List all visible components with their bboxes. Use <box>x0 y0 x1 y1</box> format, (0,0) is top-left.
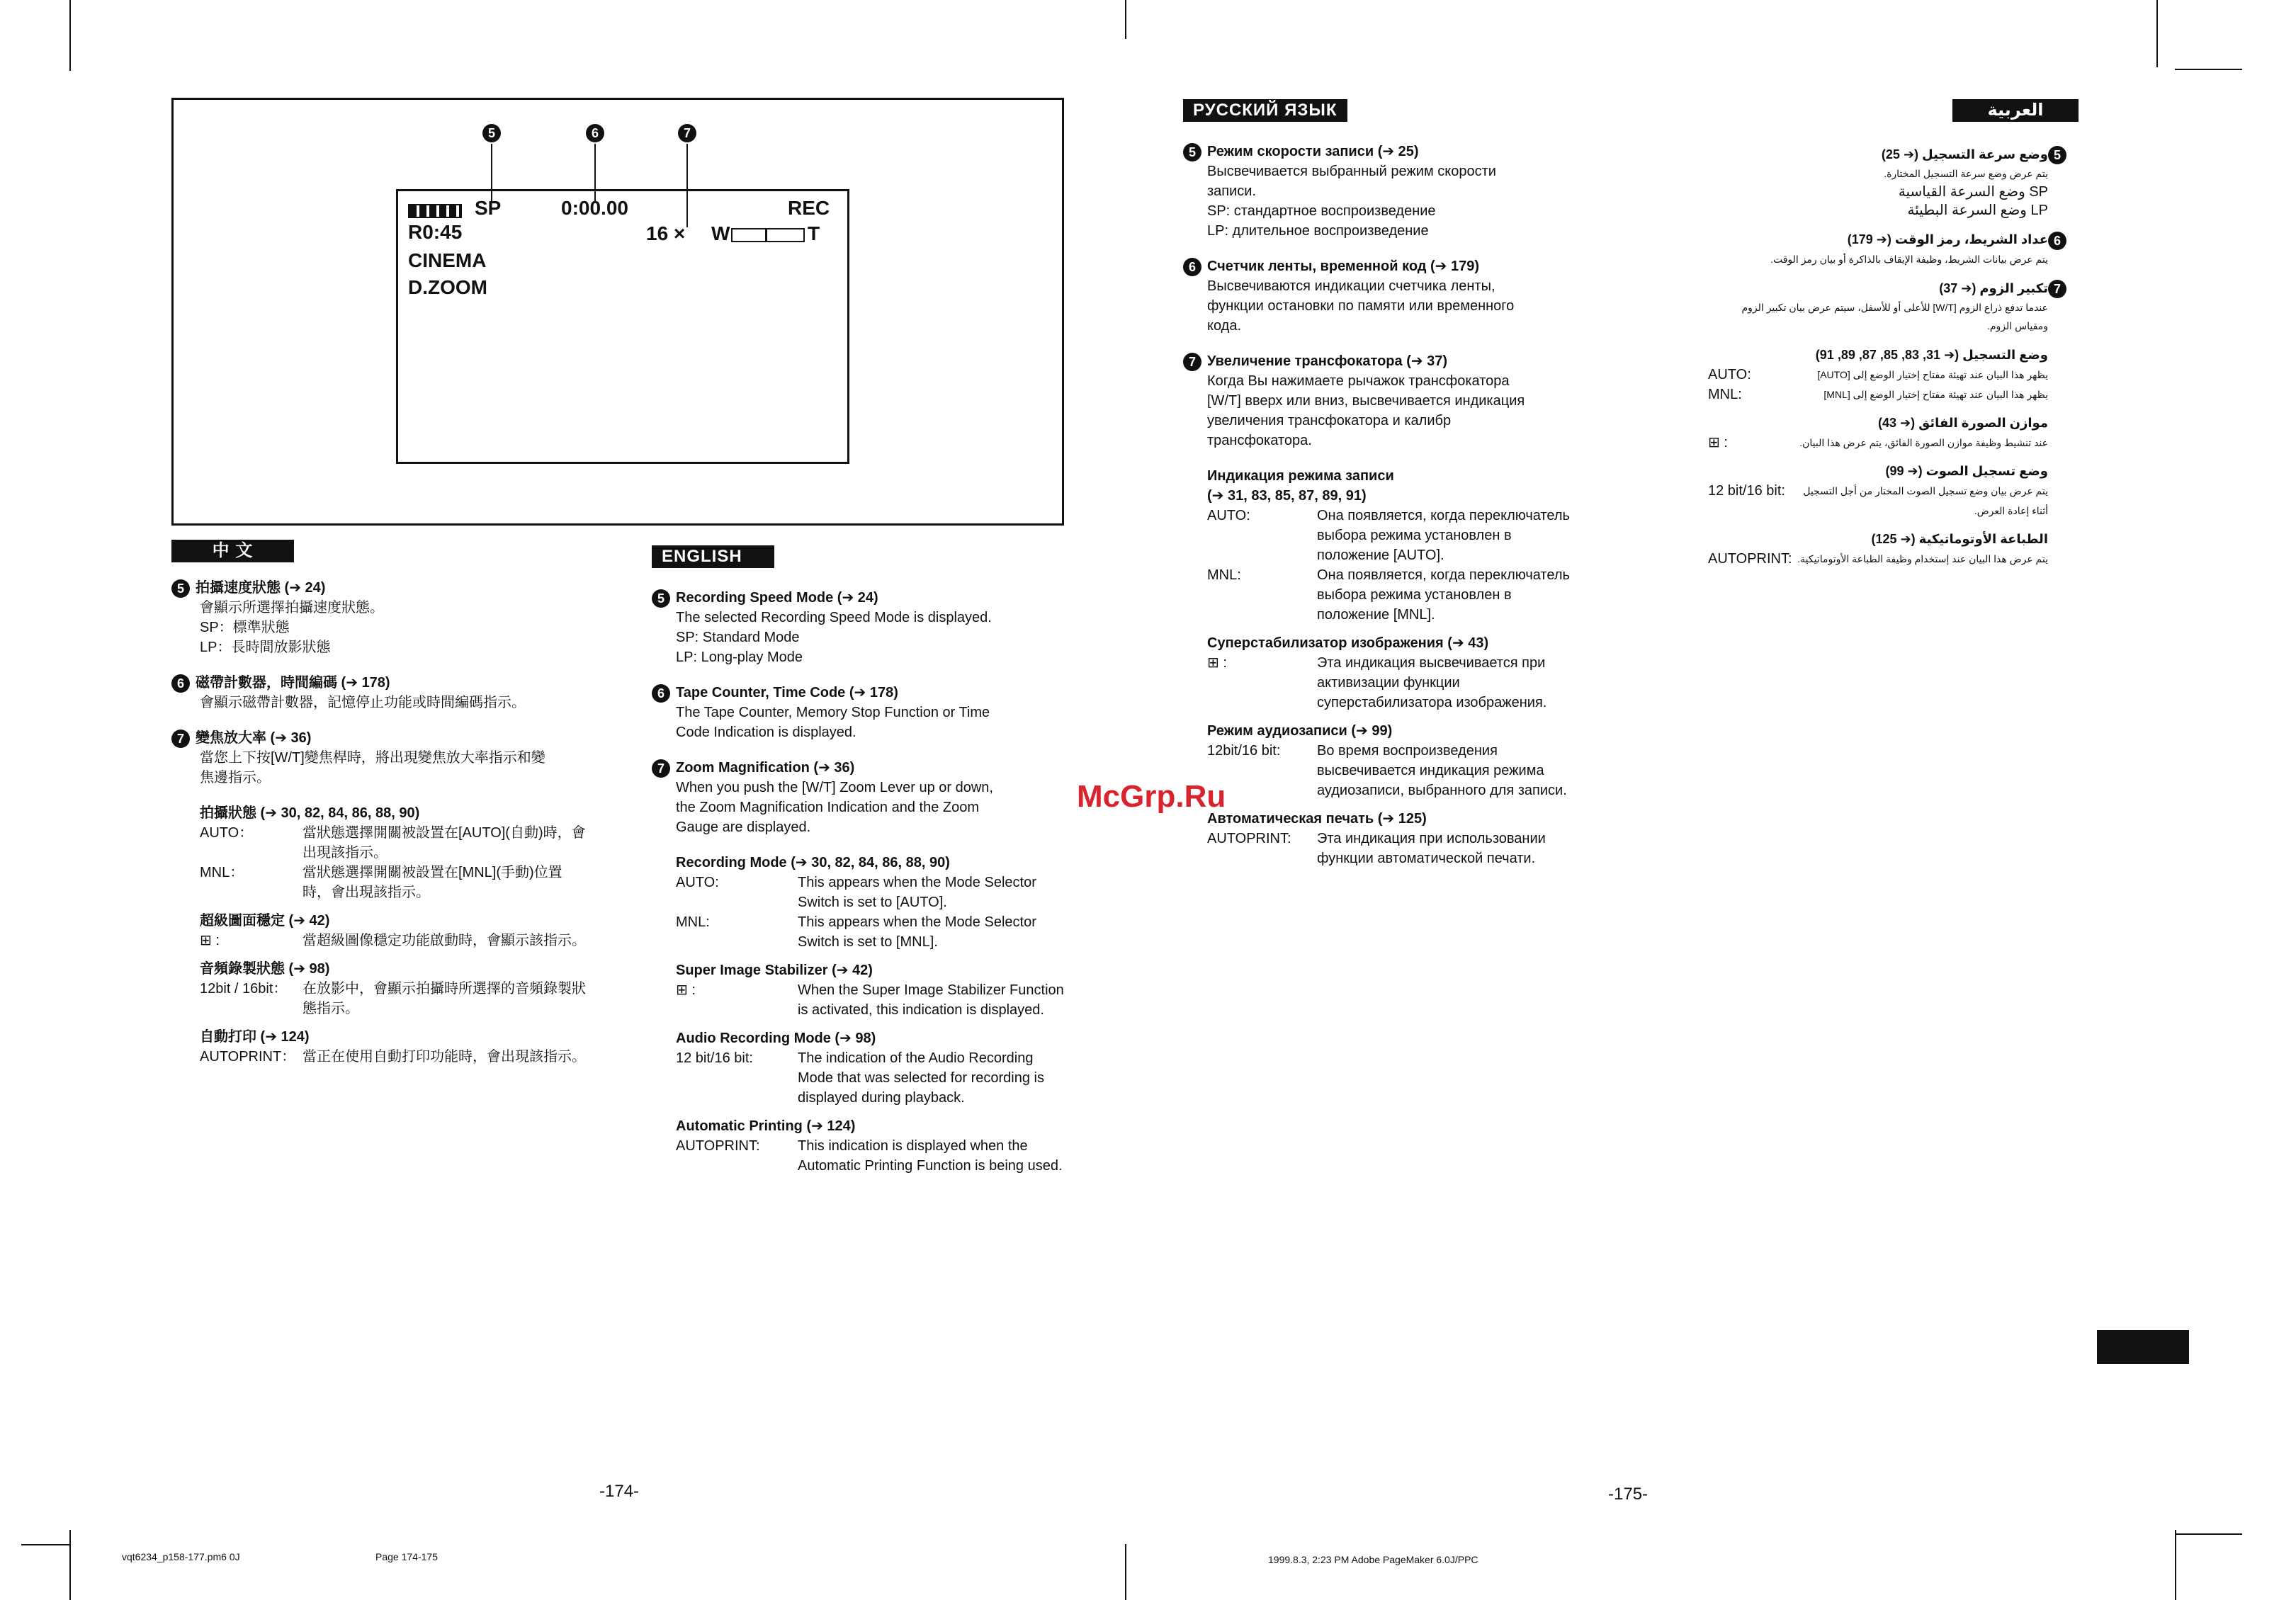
crop-mark <box>2175 1533 2242 1535</box>
cinema-mode: CINEMA <box>408 249 487 271</box>
tape-counter: 0:00.00 <box>561 197 628 219</box>
arabic-item-6: 6عداد الشريط، رمز الوقت (➔ 179) يتم عرض بيانات الشريط، وظيفة الإيقاف بالذاكرة أو بيان رمز الوقت. <box>1686 229 2072 268</box>
page-number-right: -175- <box>1608 1485 1649 1504</box>
footer-date: 1999.8.3, 2:23 PM Adobe PageMaker 6.0J/PPC <box>1268 1554 1478 1565</box>
crop-mark <box>2175 1530 2176 1600</box>
battery-icon <box>408 204 462 218</box>
english-item-7: 7 Zoom Magnification (➔ 36) When you push the [W/T] Zoom Lever up or down, the Zoom Magnification Indication and the Zoom Gauge are displayed. <box>652 758 1084 837</box>
remaining-time: R0:45 <box>408 221 463 243</box>
viewfinder-screen <box>396 189 849 464</box>
chinese-item-5: 5 拍攝速度狀態 (➔ 24) 會顯示所選擇拍攝速度狀態。 SP：標準狀態 LP：長時間放影狀態 <box>171 578 596 657</box>
stabilizer-icon: ⊞ : <box>200 933 220 948</box>
crop-mark <box>69 1530 71 1600</box>
zoom-w: W <box>711 222 730 244</box>
edge-tab <box>2097 1330 2189 1364</box>
english-subsections: Recording Mode (➔ 30, 82, 84, 86, 88, 90) AUTO: This appears when the Mode Selector Switch is set to [AUTO]. MNL: This appears when the Mode Selector Switch is set to [MNL]. Super Image Stabilizer (➔ 42) ⊞ : When the Super Image Stabilizer Function is activated, this indication is displayed. Audio Recording Mode (➔ 98) 12 bit/16 bit: The indication of the Audio Recording Mode that was selected for recording is displayed during playback. Automatic Printing (➔ 124) AUTOPRINT: This indication is displayed when the Automatic Printing Function is being used. <box>676 855 1064 1174</box>
russian-item-6: 6 Счетчик ленты, временной код (➔ 179) Высвечиваются индикации счетчика ленты, функции остановки по памяти или временного кода. <box>1183 256 1601 336</box>
item-title: 5 拍攝速度狀態 (➔ 24) <box>171 578 596 598</box>
footer-file: vqt6234_p158-177.pm6 0J <box>122 1551 240 1562</box>
stabilizer-icon: ⊞ : <box>1708 434 1728 450</box>
english-badge: ENGLISH <box>652 545 774 568</box>
zoom-magnification: 16 × <box>646 222 686 244</box>
digital-zoom: D.ZOOM <box>408 276 487 298</box>
crop-mark <box>1125 1544 1126 1600</box>
chinese-item-7: 7 變焦放大率 (➔ 36) 當您上下按[W/T]變焦桿時，將出現變焦放大率指示和變 焦邊指示。 <box>171 728 596 788</box>
english-item-5: 5 Recording Speed Mode (➔ 24) The selected Recording Speed Mode is displayed. SP: Standard Mode LP: Long-play Mode <box>652 588 1084 667</box>
crop-mark <box>21 1544 69 1545</box>
arabic-subsections: وضع التسجيل (➔ 31, 83, 85, 87, 89, 91) يظهر هذا البيان عند تهيئة مفتاح إختيار الوضع إلى [AUTO] AUTO: يظهر هذا البيان عند تهيئة مفتاح إختيار الوضع إلى [MNL] MNL: موازن الصورة الفائق (➔ 43) عند تنشيط وظيفة موازن الصورة الفائق، يتم عرض هذا البيان. ⊞ : وضع تسجيل الصوت (➔ 99) يتم عرض بيان وضع تسجيل الصوت المختار من أجل التسجيل أثناء إعادة العرض. 12 bit/16 bit: الطباعة الأوتوماتيكية (➔ 125) يتم عرض هذا البيان عند إستخدام وظيفة الطباعة الأوتوماتيكية. AUTOPRINT: <box>1708 347 2048 567</box>
russian-badge: РУССКИЙ ЯЗЫК <box>1183 99 1347 122</box>
crop-mark <box>1125 0 1126 39</box>
stabilizer-icon: ⊞ : <box>1207 655 1227 671</box>
rec-indicator: REC <box>788 197 830 219</box>
arabic-item-5: 5وضع سرعة التسجيل (➔ 25) يتم عرض وضع سرعة التسجيل المختارة. SP وضع السرعة القياسية LP وضع السرعة البطيئة <box>1686 144 2072 220</box>
chinese-item-6: 6 磁帶計數器，時間編碼 (➔ 178) 會顯示磁帶計數器，記憶停止功能或時間編碼指示。 <box>171 673 596 713</box>
chinese-subsections: 拍攝狀態 (➔ 30, 82, 84, 86, 88, 90) AUTO： 當狀態選擇開關被設置在[AUTO](自動)時，會出現該指示。 MNL： 當狀態選擇開關被設置在[MNL](手動)位置時，會出現該指示。 超級圖面穩定 (➔ 42) ⊞ : 當超級圖像穩定功能啟動時，會顯示該指示。 音頻錄製狀態 (➔ 98) 12bit / 16bit： 在放影中，會顯示拍攝時所選擇的音頻錄製狀態指示。 自動打印 (➔ 124) AUTOPRINT： 當正在使用自動打印功能時，會出現該指示。 <box>200 805 586 1065</box>
english-section <box>652 588 1084 1176</box>
footer-page: Page 174-175 <box>375 1551 438 1562</box>
zoom-gauge-marker <box>765 229 767 241</box>
arabic-badge: العربية <box>1952 99 2079 122</box>
russian-subsections: Индикация режима записи (➔ 31, 83, 85, 87, 89, 91) AUTO: Она появляется, когда переключатель выбора режима установлен в положение [AUTO]. MNL: Она появляется, когда переключатель выбора режима установлен в положение [MNL]. Суперстабилизатор изображения (➔ 43) ⊞ : Эта индикация высвечивается при активизации функции суперстабилизатора изображения. Режим аудиозаписи (➔ 99) 12bit/16 bit: Во время воспроизведения высвечивается индикация режима аудиозаписи, выбранного для записи. Автоматическая печать (➔ 125) AUTOPRINT: Эта индикация при использовании функции автоматической печати. <box>1207 468 1570 866</box>
russian-item-7: 7 Увеличение трансфокатора (➔ 37) Когда Вы нажимаете рычажок трансфокатора [W/T] вверх или вниз, высвечивается индикация увеличения трансфокатора и калибр трансфокатора. <box>1183 351 1601 450</box>
stabilizer-icon: ⊞ : <box>676 982 696 998</box>
chinese-section <box>171 578 596 1067</box>
chinese-badge: 中 文 <box>171 540 294 562</box>
zoom-t: T <box>808 222 820 244</box>
crop-mark <box>69 0 71 71</box>
english-item-6: 6 Tape Counter, Time Code (➔ 178) The Tape Counter, Memory Stop Function or Time Code Indication is displayed. <box>652 683 1084 742</box>
crop-mark <box>2175 69 2242 70</box>
russian-item-5: 5 Режим скорости записи (➔ 25) Высвечивается выбранный режим скорости записи. SP: стандартное воспроизведение LP: длительное воспроизведение <box>1183 142 1601 241</box>
arabic-item-7: 7تكبير الزوم (➔ 37) عندما تدفع ذراع الزوم [W/T] للأعلى أو للأسفل، سيتم عرض بيان تكبير الزوم ومقياس الزوم. <box>1686 278 2072 335</box>
callout-5: 5 <box>482 124 507 142</box>
callout-7: 7 <box>678 124 702 142</box>
page-number-left: -174- <box>599 1482 640 1501</box>
zoom-gauge <box>731 228 805 242</box>
russian-section <box>1183 142 1601 868</box>
callout-6: 6 <box>586 124 610 142</box>
speed-mode: SP <box>475 197 502 219</box>
arabic-section <box>1686 144 2072 569</box>
crop-mark <box>2156 0 2158 67</box>
viewfinder-panel <box>171 98 1064 526</box>
watermark: McGrp.Ru <box>1077 779 1226 814</box>
